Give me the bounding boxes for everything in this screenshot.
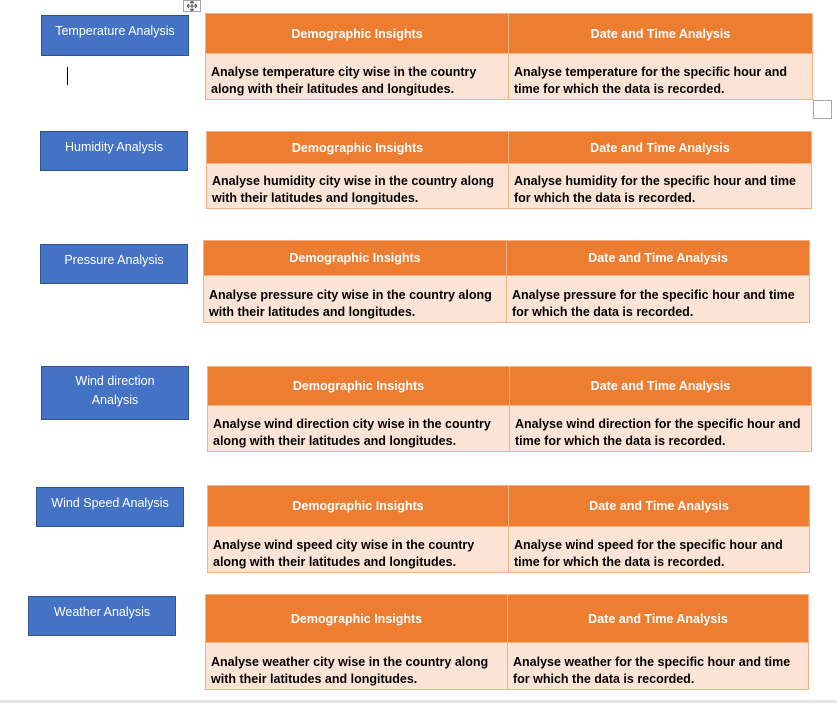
pressure-table <box>203 240 810 323</box>
datetime-cell: Analyse weather for the specific hour and time for which the data is recorded. <box>508 643 809 690</box>
demographic-insights-header: Demographic Insights <box>206 595 508 643</box>
date-time-analysis-header: Date and Time Analysis <box>510 367 812 406</box>
weather-analysis-box[interactable]: Weather Analysis <box>28 596 176 636</box>
wind-direction-table <box>207 366 812 452</box>
demographic-insights-header: Demographic Insights <box>208 367 510 406</box>
wind-speed-analysis-box[interactable]: Wind Speed Analysis <box>36 487 184 527</box>
datetime-cell: Analyse wind speed for the specific hour and time for which the data is recorded. <box>509 527 810 573</box>
demographic-insights-header: Demographic Insights <box>204 241 507 276</box>
demographic-cell: Analyse humidity city wise in the country along with their latitudes and longitudes. <box>207 164 509 209</box>
demographic-insights-header: Demographic Insights <box>208 486 509 527</box>
demographic-insights-header: Demographic Insights <box>206 14 509 54</box>
date-time-analysis-header: Date and Time Analysis <box>509 486 810 527</box>
date-time-analysis-header: Date and Time Analysis <box>508 595 809 643</box>
demographic-cell: Analyse temperature city wise in the country along with their latitudes and longitudes. <box>206 54 509 100</box>
wind-direction-analysis-box[interactable]: Wind direction Analysis <box>41 366 189 420</box>
datetime-cell: Analyse humidity for the specific hour and time for which the data is recorded. <box>509 164 812 209</box>
temperature-table <box>205 13 813 100</box>
demographic-insights-header: Demographic Insights <box>207 132 509 164</box>
wind-speed-table <box>207 485 810 573</box>
demographic-cell: Analyse weather city wise in the country along with their latitudes and longitudes. <box>206 643 508 690</box>
resize-handle[interactable] <box>813 100 832 119</box>
humidity-table <box>206 131 812 209</box>
temperature-analysis-box[interactable]: Temperature Analysis <box>41 15 189 56</box>
datetime-cell: Analyse pressure for the specific hour and time for which the data is recorded. <box>507 276 810 323</box>
demographic-cell: Analyse wind direction city wise in the country along with their latitudes and longitudes. <box>208 406 510 452</box>
date-time-analysis-header: Date and Time Analysis <box>507 241 810 276</box>
pressure-analysis-box[interactable]: Pressure Analysis <box>40 244 188 284</box>
date-time-analysis-header: Date and Time Analysis <box>509 14 813 54</box>
datetime-cell: Analyse wind direction for the specific hour and time for which the data is recorded. <box>510 406 812 452</box>
table-move-handle[interactable] <box>183 0 201 12</box>
weather-table <box>205 594 809 690</box>
humidity-analysis-box[interactable]: Humidity Analysis <box>40 131 188 171</box>
datetime-cell: Analyse temperature for the specific hour and time for which the data is recorded. <box>509 54 813 100</box>
demographic-cell: Analyse pressure city wise in the country along with their latitudes and longitudes. <box>204 276 507 323</box>
text-cursor <box>67 67 68 85</box>
demographic-cell: Analyse wind speed city wise in the country along with their latitudes and longitudes. <box>208 527 509 573</box>
date-time-analysis-header: Date and Time Analysis <box>509 132 812 164</box>
move-icon <box>186 1 198 11</box>
